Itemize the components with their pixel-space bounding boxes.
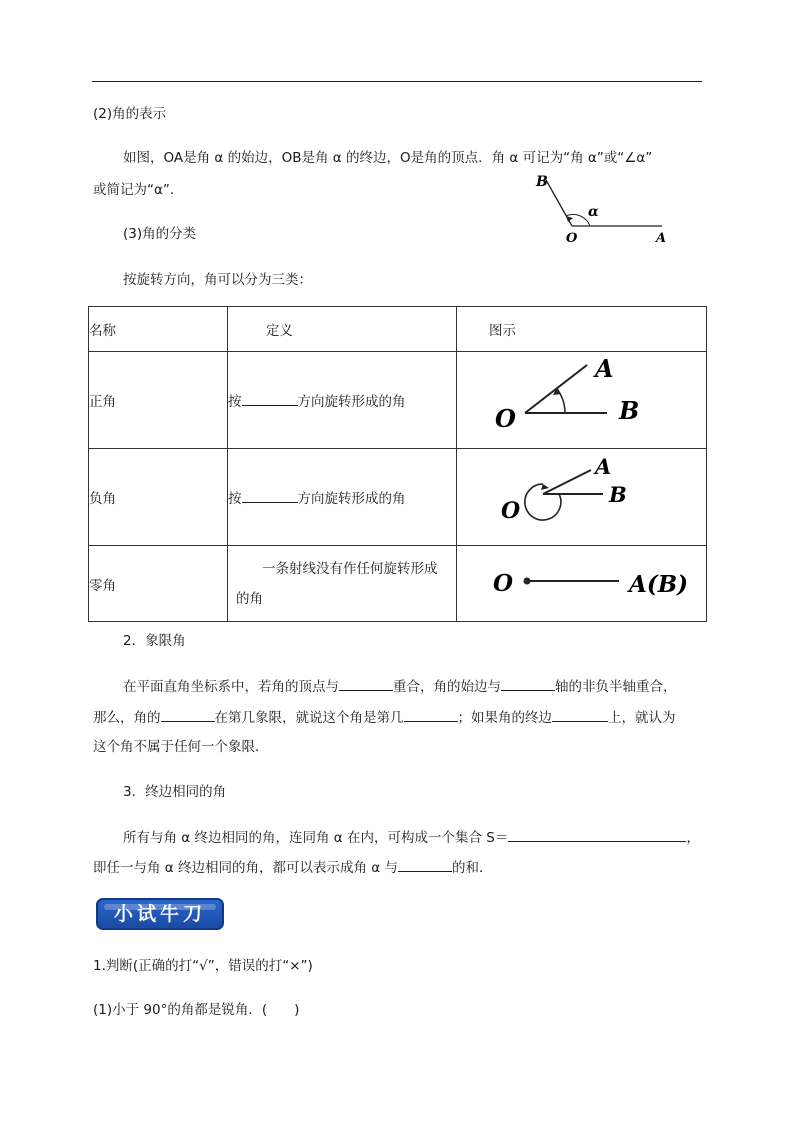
text: 在第几象限，就说这个角是第几 xyxy=(214,710,404,726)
header-name: 名称 xyxy=(89,307,228,352)
fill-blank xyxy=(552,707,608,722)
label-o: O xyxy=(495,403,516,433)
fill-blank xyxy=(242,391,298,406)
fill-blank xyxy=(508,827,686,842)
table-row xyxy=(89,546,707,622)
text: 轴的非负半轴重合， xyxy=(555,679,677,695)
angle-repr-line1: 如图，OA是角 α 的始边，OB是角 α 的终边，O是角的顶点．角 α 可记为“角 α”或“∠α” xyxy=(123,150,653,166)
positive-angle-diagram xyxy=(457,353,682,448)
header-definition: 定义 xyxy=(228,307,457,352)
header-rule xyxy=(92,81,702,82)
text: 即任一与角 α 终边相同的角，都可以表示成角 α 与 xyxy=(93,860,398,876)
fill-blank xyxy=(161,707,215,722)
def-suffix: 方向旋转形成的角 xyxy=(297,394,406,410)
label-b: B xyxy=(609,481,627,507)
text: ；如果角的终边 xyxy=(457,710,552,726)
negative-angle-diagram xyxy=(457,450,682,545)
coterminal-line2 xyxy=(93,857,703,878)
text: ， xyxy=(686,830,700,846)
section-2-title: (2)角的表示 xyxy=(93,106,167,122)
row-figure xyxy=(457,449,707,546)
def-suffix: 方向旋转形成的角 xyxy=(297,491,406,507)
exercise-question-1: 1.判断(正确的打“√”，错误的打“×”) xyxy=(93,958,313,974)
fig-label-a: A xyxy=(656,231,667,246)
exercise-item-1: (1)小于 90°的角都是锐角．( ) xyxy=(93,1002,300,1018)
row-definition xyxy=(228,546,457,622)
fig-label-o: O xyxy=(566,231,578,246)
table-row xyxy=(89,352,707,449)
section-badge: 小试牛刀 xyxy=(96,898,224,930)
classify-intro: 按旋转方向，角可以分为三类： xyxy=(123,272,312,288)
fill-blank xyxy=(404,707,458,722)
quadrant-line3: 这个角不属于任何一个象限． xyxy=(93,739,269,755)
text: 那么，角的 xyxy=(93,710,161,726)
angle-repr-line2: 或简记为“α”． xyxy=(93,182,184,198)
quadrant-line1 xyxy=(123,676,733,697)
section-3-title: (3)角的分类 xyxy=(123,226,197,242)
text: 的和． xyxy=(451,860,493,876)
header-figure: 图示 xyxy=(457,307,707,352)
text: 重合，角的始边与 xyxy=(393,679,501,695)
label-a: A xyxy=(595,453,612,479)
row-name: 零角 xyxy=(89,546,228,622)
fill-blank xyxy=(398,857,452,872)
label-ab: A(B) xyxy=(629,570,689,598)
row-figure xyxy=(457,352,707,449)
coterminal-title: 3．终边相同的角 xyxy=(123,784,227,800)
def-line1: 一条射线没有作任何旋转形成 xyxy=(262,560,438,577)
table-row xyxy=(89,449,707,546)
fig-label-b: B xyxy=(536,174,548,190)
quadrant-title: 2．象限角 xyxy=(123,633,186,649)
zero-angle-diagram xyxy=(457,547,689,621)
row-figure xyxy=(457,546,707,622)
label-a: A xyxy=(595,353,614,383)
label-o: O xyxy=(501,497,521,524)
row-definition xyxy=(228,352,457,449)
row-name: 负角 xyxy=(89,449,228,546)
row-name: 正角 xyxy=(89,352,228,449)
def-line2: 的角 xyxy=(236,590,263,607)
label-b: B xyxy=(619,395,640,425)
def-prefix: 按 xyxy=(228,394,242,410)
text: 所有与角 α 终边相同的角，连同角 α 在内，可构成一个集合 S＝ xyxy=(123,830,509,846)
table-header-row xyxy=(89,307,707,352)
row-definition xyxy=(228,449,457,546)
fill-blank xyxy=(501,676,555,691)
fill-blank xyxy=(339,676,393,691)
text: 在平面直角坐标系中，若角的顶点与 xyxy=(123,679,339,695)
fill-blank xyxy=(242,488,298,503)
def-prefix: 按 xyxy=(228,491,242,507)
text: 上，就认为 xyxy=(608,710,676,726)
angle-classification-table xyxy=(88,306,707,622)
coterminal-line1 xyxy=(123,827,733,848)
fig-label-alpha: α xyxy=(588,204,599,220)
quadrant-line2 xyxy=(93,707,703,728)
label-o: O xyxy=(493,569,514,597)
